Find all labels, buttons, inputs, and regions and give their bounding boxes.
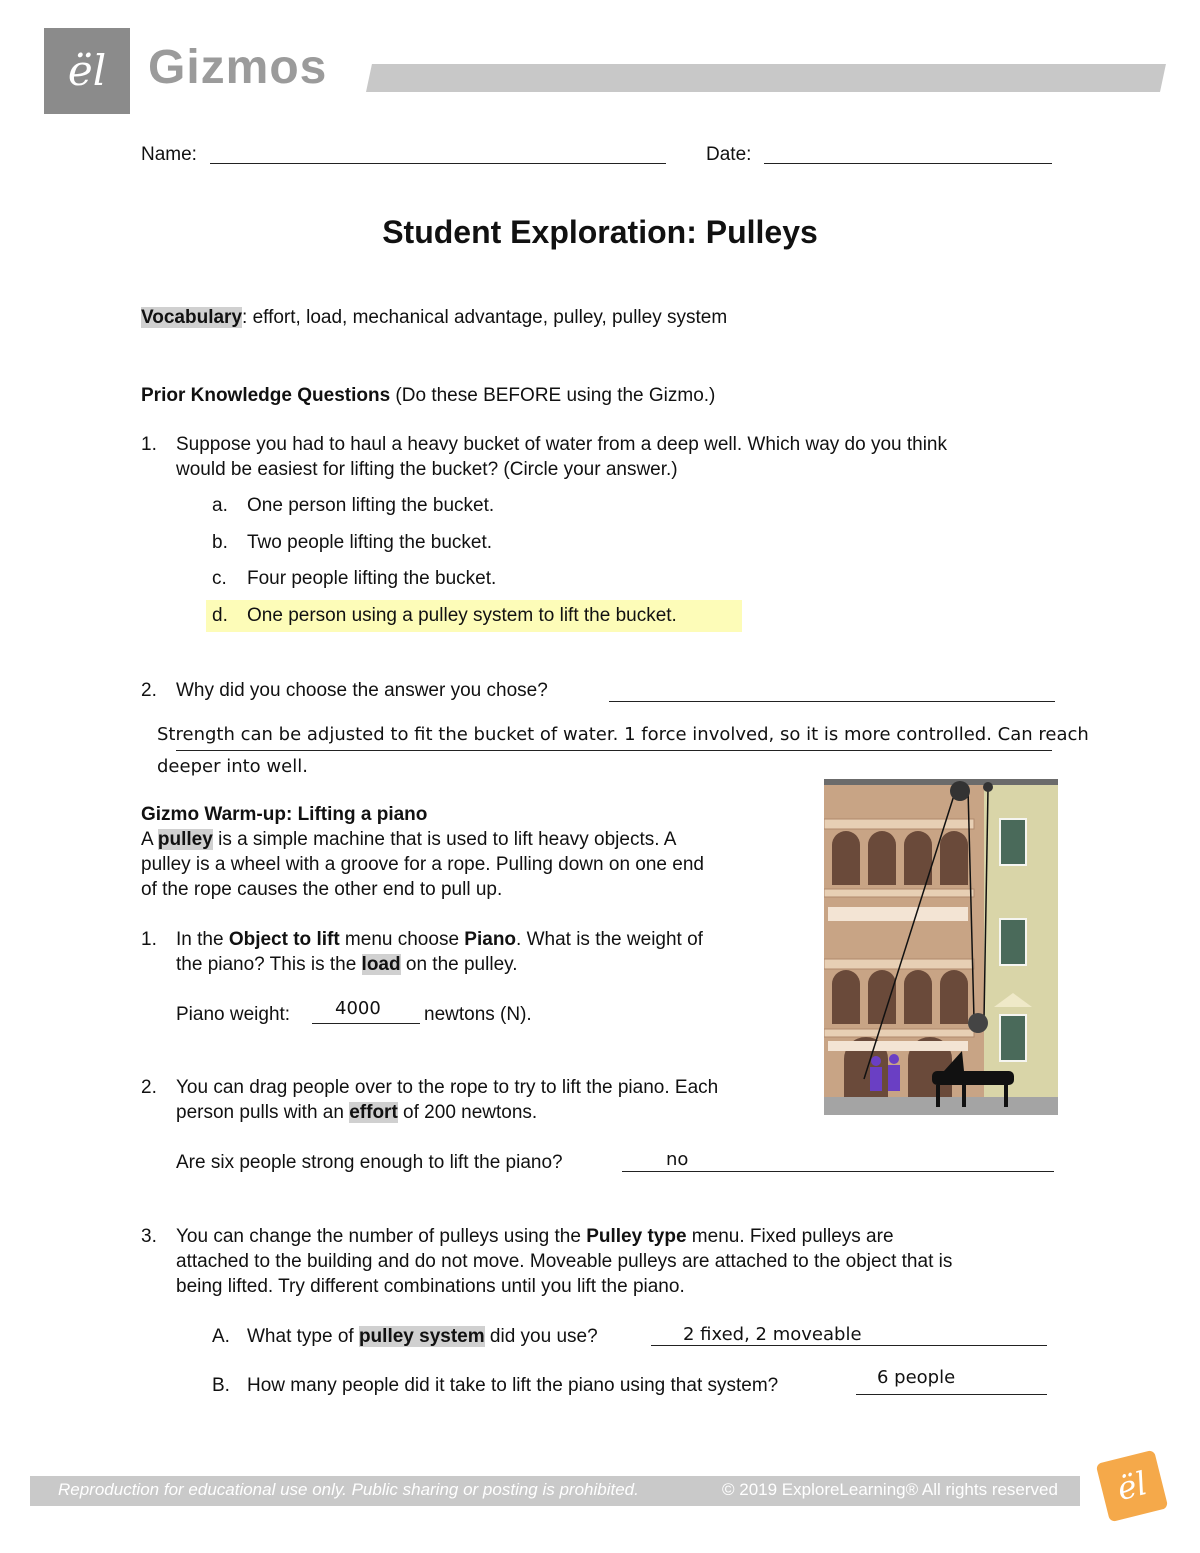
term-load: load: [361, 954, 401, 975]
warmup-q2-line2-a: person pulls with an: [176, 1102, 350, 1123]
warmup-q1-line1: [176, 928, 703, 952]
option-a-text[interactable]: One person lifting the bucket.: [247, 495, 495, 516]
piano-weight-answer: 4000: [335, 998, 381, 1019]
prior-q2-answer-text2: deeper into well.: [157, 756, 308, 777]
warmup-q2-line1: You can drag people over to the rope to try to lift the piano. Each: [176, 1077, 719, 1098]
six-people-question: Are six people strong enough to lift the piano?: [176, 1152, 563, 1173]
vocabulary-label: Vocabulary: [141, 307, 243, 328]
date-label: Date:: [706, 144, 752, 165]
option-c-letter: c.: [212, 568, 227, 589]
term-pulley-system: pulley system: [358, 1326, 485, 1347]
option-b-letter: b.: [212, 532, 228, 553]
warmup-p1-line2: pulley is a wheel with a groove for a rope. Pulling down on one end: [141, 854, 704, 875]
warmup-q3-line2: attached to the building and do not move. Moveable pulleys are attached to the object that is: [176, 1251, 953, 1272]
q3a-a: What type of: [247, 1326, 359, 1347]
q3b-answer: 6 people: [877, 1367, 956, 1388]
vocabulary-terms: : effort, load, mechanical advantage, pulley, pulley system: [242, 307, 728, 328]
q3b-text: How many people did it take to lift the piano using that system?: [247, 1375, 779, 1396]
six-people-answer: no: [666, 1149, 689, 1170]
warmup-p1-line3: of the rope causes the other end to pull up.: [141, 879, 503, 900]
warmup-p1-b: is a simple machine that is used to lift heavy objects. A: [212, 829, 677, 850]
option-d-letter: d.: [212, 605, 228, 626]
option-a-letter: a.: [212, 495, 228, 516]
warmup-q1-d: . What is the weight of: [516, 929, 703, 950]
prior-q2-number: 2.: [141, 680, 157, 701]
option-d-text[interactable]: One person using a pulley system to lift the bucket.: [247, 605, 677, 626]
q3a-text: [247, 1325, 598, 1349]
prior-knowledge-note: (Do these BEFORE using the Gizmo.): [390, 385, 716, 406]
warmup-q3-number: 3.: [141, 1226, 157, 1247]
warmup-q3-line1-b: menu. Fixed pulleys are: [686, 1226, 894, 1247]
warmup-q1-line2: [176, 953, 518, 977]
explorelearning-logo: ël: [1096, 1450, 1169, 1523]
q3b-letter: B.: [212, 1375, 230, 1396]
vocabulary-line: [141, 306, 727, 330]
warmup-p1-line1: [141, 828, 676, 852]
warmup-q3-line1-a: You can change the number of pulleys using the: [176, 1226, 587, 1247]
logo-glyph: ël: [67, 46, 107, 95]
warmup-q1-line2-b: on the pulley.: [400, 954, 518, 975]
q3a-letter: A.: [212, 1326, 230, 1347]
brand-name: Gizmos: [148, 41, 328, 94]
prior-knowledge-heading-line: [141, 384, 715, 408]
term-effort: effort: [349, 1102, 398, 1123]
prior-knowledge-heading: Prior Knowledge Questions: [141, 385, 391, 406]
pulley-piano-illustration: [824, 779, 1058, 1115]
prior-q1-line1: Suppose you had to haul a heavy bucket of water from a deep well. Which way do you think: [176, 434, 948, 455]
prior-q2-answer-line[interactable]: [609, 679, 1055, 702]
warmup-q3-line1: [176, 1225, 894, 1249]
header-bar: [366, 64, 1166, 92]
piano-term: Piano: [464, 929, 517, 950]
date-field[interactable]: [764, 141, 1052, 164]
piano-weight-unit: newtons (N).: [424, 1004, 532, 1025]
gizmos-logo: [44, 28, 130, 114]
warmup-q2-number: 2.: [141, 1077, 157, 1098]
warmup-q1-number: 1.: [141, 929, 157, 950]
warmup-q2-line2: [176, 1101, 537, 1125]
prior-q2-text: Why did you choose the answer you chose?: [176, 680, 548, 701]
prior-q2-answer-text1: Strength can be adjusted to fit the bucket of water. 1 force involved, so it is more controlled. Can reach: [157, 724, 1089, 745]
warmup-heading: Gizmo Warm-up: Lifting a piano: [141, 804, 428, 825]
name-field[interactable]: [210, 141, 666, 164]
option-c-text[interactable]: Four people lifting the bucket.: [247, 568, 497, 589]
warmup-p1-a: A: [141, 829, 158, 850]
name-label: Name:: [141, 144, 197, 165]
option-b-text[interactable]: Two people lifting the bucket.: [247, 532, 493, 553]
warmup-q1-c: menu choose: [339, 929, 465, 950]
piano-weight-label: Piano weight:: [176, 1004, 291, 1025]
page-title: Student Exploration: Pulleys: [382, 214, 818, 250]
q3a-answer: 2 fixed, 2 moveable: [683, 1324, 862, 1345]
q3a-b: did you use?: [484, 1326, 598, 1347]
object-to-lift-term: Object to lift: [228, 929, 340, 950]
warmup-q3-line3: being lifted. Try different combinations until you lift the piano.: [176, 1276, 685, 1297]
prior-q1-line2: would be easiest for lifting the bucket? (Circle your answer.): [176, 459, 678, 480]
term-pulley: pulley: [157, 829, 213, 850]
warmup-q1-line2-a: the piano? This is the: [176, 954, 362, 975]
warmup-q1-a: In the: [176, 929, 229, 950]
footer-copyright: © 2019 ExploreLearning® All rights reserved: [722, 1480, 1058, 1499]
warmup-q2-line2-b: of 200 newtons.: [397, 1102, 538, 1123]
pulley-type-term: Pulley type: [586, 1226, 687, 1247]
prior-q1-number: 1.: [141, 434, 157, 455]
building-scene: [824, 779, 1058, 1115]
footer-notice: Reproduction for educational use only. Public sharing or posting is prohibited.: [58, 1480, 639, 1499]
